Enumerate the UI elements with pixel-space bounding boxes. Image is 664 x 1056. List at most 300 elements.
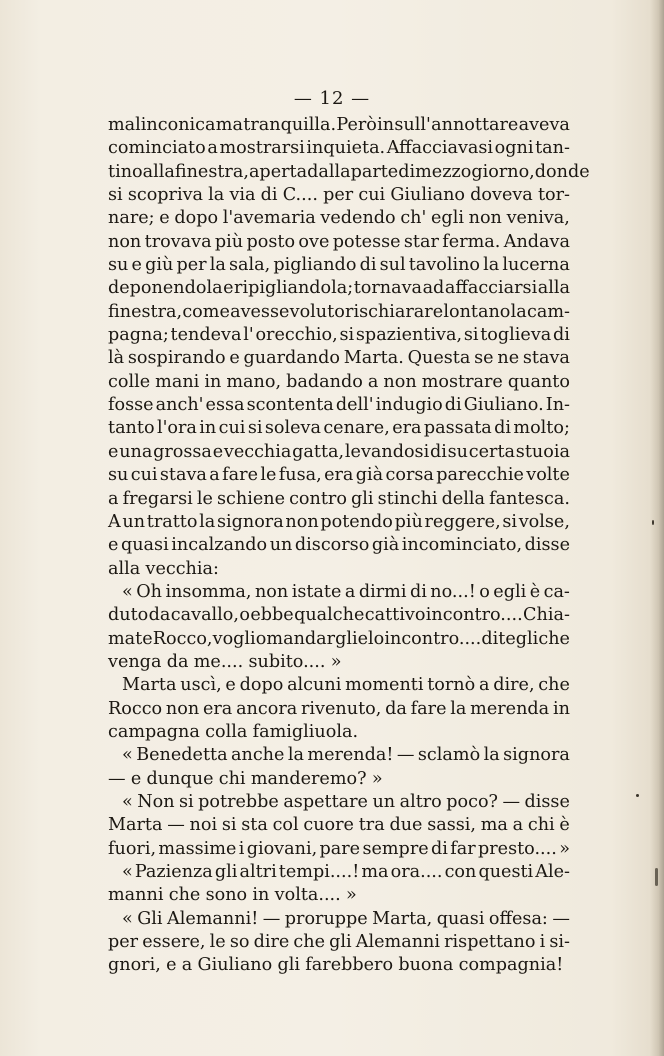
word: signora <box>216 511 284 532</box>
text-line <box>108 768 570 791</box>
word: si <box>221 815 237 836</box>
word: e <box>131 255 142 276</box>
word: sassi, <box>427 815 476 836</box>
word: e <box>212 441 224 462</box>
word: e <box>108 441 119 462</box>
word: posto <box>246 231 296 252</box>
word: » <box>371 768 383 789</box>
word: ma <box>361 862 389 882</box>
word: Marta <box>108 815 163 836</box>
word: stinchi <box>377 488 438 509</box>
word: ditegli <box>481 628 539 649</box>
word: tempi....! <box>278 862 360 882</box>
word: Andava <box>503 231 570 252</box>
word: toglieva <box>480 325 552 346</box>
word: mano, <box>226 371 282 392</box>
word: doveva <box>470 185 533 206</box>
word: ferma. <box>442 231 501 252</box>
page-edge-shadow <box>650 0 664 1056</box>
word: i <box>238 838 245 859</box>
text-line <box>108 558 570 581</box>
word: incontro.... <box>384 628 482 649</box>
word: dirmi <box>358 581 407 602</box>
word: è <box>559 815 570 836</box>
word: gli <box>214 862 238 882</box>
word: ca- <box>543 581 570 602</box>
word: che <box>168 885 201 906</box>
word: schiene <box>216 488 285 509</box>
word: tranquilla. <box>243 115 337 135</box>
word: momenti <box>345 675 424 696</box>
word: di <box>398 161 416 182</box>
word: Gli <box>137 908 163 929</box>
word: istate <box>291 581 342 602</box>
word: l' <box>243 325 254 346</box>
word: e <box>225 675 236 696</box>
word: con <box>444 862 477 882</box>
word: — <box>262 908 281 929</box>
word: — <box>167 815 185 836</box>
word: le <box>209 932 226 953</box>
text-line <box>108 254 570 277</box>
word: l'ora <box>156 418 197 439</box>
word: lontano <box>443 301 511 322</box>
word: manderemo? <box>250 768 367 789</box>
page-number: — 12 — <box>293 88 371 109</box>
word: certa <box>468 441 516 462</box>
word: mate <box>108 628 153 649</box>
word: pagna; <box>108 325 169 346</box>
word: che <box>538 675 570 696</box>
word: che <box>293 932 326 953</box>
word: dire, <box>493 675 535 696</box>
text-line <box>108 511 570 534</box>
word: altri <box>239 862 277 882</box>
word: finestra, <box>108 301 183 322</box>
word: tino <box>108 161 143 182</box>
word: la <box>287 745 304 766</box>
word: tan- <box>535 138 570 159</box>
text-line <box>108 908 570 931</box>
word: egli <box>431 208 464 229</box>
word: merenda <box>470 698 550 719</box>
word: un <box>372 791 396 812</box>
word: fosse <box>108 395 154 416</box>
text-line <box>108 137 570 160</box>
word: rivenuto, <box>301 698 382 719</box>
word: volta.... <box>274 885 341 906</box>
word: reggere, <box>424 511 501 532</box>
text-line <box>108 931 570 954</box>
word: dalla <box>307 161 351 182</box>
word: orecchio, <box>255 325 338 346</box>
word: A <box>108 511 121 532</box>
word: finestra, <box>174 161 249 182</box>
word: non <box>108 231 142 252</box>
word: » <box>330 651 342 672</box>
word: pare <box>319 838 361 859</box>
word: Rocco, <box>152 628 213 649</box>
word: mostrare <box>421 371 503 392</box>
word: sono <box>205 885 248 906</box>
word: di <box>260 185 278 206</box>
word: cattivo <box>364 605 426 626</box>
word: ebbe <box>250 605 294 626</box>
word: giovani, <box>246 838 318 859</box>
text-line <box>108 814 570 837</box>
word: Giuliano. <box>463 395 544 416</box>
text-line <box>108 417 570 440</box>
word: Non <box>137 791 175 812</box>
word: famigliuola. <box>252 721 359 742</box>
text-line <box>108 184 570 207</box>
word: ne <box>497 348 520 369</box>
text-line <box>108 628 570 651</box>
word: contro <box>289 488 347 509</box>
word: scontenta <box>246 395 334 416</box>
word: duto <box>108 605 149 626</box>
word: la <box>510 301 527 322</box>
word: o <box>479 581 490 602</box>
word: proruppe <box>284 908 368 929</box>
word: disse <box>524 791 570 812</box>
word: quanto <box>507 371 570 392</box>
word: gli <box>351 488 374 509</box>
word: era <box>202 698 233 719</box>
word: fregarsi <box>122 488 193 509</box>
word: chi <box>218 768 246 789</box>
text-line <box>108 861 570 884</box>
word: voluto <box>289 301 345 322</box>
word: star <box>403 231 439 252</box>
word: su <box>108 465 129 486</box>
word: la <box>483 255 500 276</box>
text-line <box>108 114 570 137</box>
word: e <box>166 955 177 976</box>
word: molto; <box>513 418 570 439</box>
word: compagnia! <box>458 955 564 976</box>
word: a <box>367 371 379 392</box>
word: là <box>108 348 125 369</box>
word: ove <box>298 231 330 252</box>
word: da <box>385 698 407 719</box>
word: e <box>229 348 240 369</box>
word: si <box>463 325 479 346</box>
word: e <box>223 278 234 299</box>
word: per <box>108 932 139 953</box>
word: affacciarsi <box>444 278 538 299</box>
word: tornava <box>353 278 423 299</box>
word: Giuliano <box>390 185 465 206</box>
word: di <box>494 418 512 439</box>
text-line <box>108 371 570 394</box>
word: campagna <box>108 721 200 742</box>
word: di <box>409 581 427 602</box>
text-line <box>108 954 570 977</box>
word: a <box>512 815 524 836</box>
word: vecchia <box>223 441 292 462</box>
word: a <box>209 465 220 486</box>
word: tra <box>358 815 385 836</box>
word: mandarglielo <box>266 628 385 649</box>
word: essa <box>205 395 245 416</box>
word: sclamò <box>417 745 481 766</box>
word: le <box>196 488 213 509</box>
word: Alemanni! <box>166 908 259 929</box>
word: la <box>483 745 500 766</box>
word: di <box>429 441 447 462</box>
word: « <box>122 862 133 882</box>
word: manni <box>108 885 164 906</box>
word: la <box>209 255 226 276</box>
word: tratto <box>146 511 198 532</box>
word: di <box>444 395 462 416</box>
word: su <box>108 255 129 276</box>
word: anche <box>231 745 285 766</box>
word: era <box>324 465 354 486</box>
word: me.... <box>193 651 244 672</box>
word: tor- <box>537 185 570 206</box>
word: colle <box>108 371 151 392</box>
word: è <box>529 581 541 602</box>
word: potesse <box>332 231 401 252</box>
word: di <box>553 325 570 346</box>
word: tavolino <box>408 255 481 276</box>
word: da <box>166 651 189 672</box>
word: — <box>502 791 521 812</box>
word: e <box>130 768 142 789</box>
word: noi <box>189 815 218 836</box>
body-text <box>108 114 590 978</box>
ink-speck <box>652 520 654 525</box>
word: nare; <box>108 208 155 229</box>
word: egli <box>493 581 527 602</box>
word: della <box>441 488 486 509</box>
word: tendeva <box>170 325 242 346</box>
word: lucerna <box>502 255 570 276</box>
text-line <box>108 301 570 324</box>
word: cui <box>130 465 158 486</box>
word: non <box>285 511 319 532</box>
word: essere, <box>142 932 206 953</box>
word: dunque <box>146 768 214 789</box>
text-line <box>108 231 570 254</box>
word: signora <box>503 745 570 766</box>
word: cominciato <box>108 138 206 159</box>
word: una <box>119 441 153 462</box>
word: a <box>207 138 218 159</box>
text-line <box>108 698 570 721</box>
word: questi <box>478 862 534 882</box>
word: a <box>108 488 119 509</box>
word: scopriva <box>127 185 204 206</box>
word: ad <box>422 278 445 299</box>
text-line <box>108 324 570 347</box>
word: massime <box>158 838 237 859</box>
word: C.... <box>282 185 318 206</box>
word: e <box>159 208 170 229</box>
word: Però <box>336 115 377 135</box>
word: in <box>377 115 395 135</box>
word: voglio <box>212 628 267 649</box>
word: la <box>199 511 216 532</box>
word: annottare <box>431 115 519 135</box>
word: — <box>396 745 415 766</box>
word: se <box>474 348 494 369</box>
text-line <box>108 651 570 674</box>
word: mani <box>155 371 200 392</box>
word: Alemanni <box>355 932 441 953</box>
word: tanto <box>108 418 155 439</box>
word: che <box>538 628 570 649</box>
word: corsa <box>385 465 434 486</box>
word: » <box>346 885 357 906</box>
word: o <box>239 605 250 626</box>
word: di <box>359 255 377 276</box>
word: deponendola <box>108 278 223 299</box>
word: più <box>214 231 244 252</box>
word: parte <box>350 161 399 182</box>
word: far <box>450 838 476 859</box>
word: in <box>199 418 217 439</box>
word: come <box>182 301 230 322</box>
text-line <box>108 838 570 861</box>
word: malinconica <box>108 115 216 135</box>
word: la <box>208 185 225 206</box>
word: aspettare <box>283 791 368 812</box>
word: avesse <box>230 301 290 322</box>
word: presto.... <box>478 838 557 859</box>
word: farebbero <box>305 955 394 976</box>
word: spazientiva, <box>355 325 463 346</box>
word: ma <box>215 115 243 135</box>
word: a <box>181 955 193 976</box>
word: Questa <box>407 348 471 369</box>
word: stava <box>159 465 207 486</box>
text-line <box>108 161 590 184</box>
word: parecchie <box>436 465 524 486</box>
text-line <box>108 744 570 767</box>
text-line <box>108 464 570 487</box>
text-line <box>108 441 570 464</box>
text-line <box>108 394 570 417</box>
word: merenda! <box>307 745 394 766</box>
text-line <box>108 277 570 300</box>
word: era <box>392 418 422 439</box>
word: Benedetta <box>136 745 228 766</box>
word: Chia- <box>523 605 570 626</box>
word: cavallo, <box>170 605 239 626</box>
word: su <box>447 441 469 462</box>
word: volte <box>526 465 570 486</box>
ink-speck <box>636 794 639 797</box>
word: quasi <box>436 908 485 929</box>
text-line <box>108 791 570 814</box>
word: Ale- <box>535 862 570 882</box>
word: trovava <box>144 231 212 252</box>
word: volse, <box>518 511 570 532</box>
word: in <box>252 885 270 906</box>
text-line <box>108 884 570 907</box>
word: un <box>122 511 146 532</box>
word: chi <box>527 815 555 836</box>
word: la <box>450 698 467 719</box>
word: si <box>502 511 518 532</box>
word: rispettano <box>444 932 536 953</box>
word: alla <box>142 161 175 182</box>
word: già <box>355 465 384 486</box>
word: vecchia: <box>145 558 219 579</box>
word: gli <box>277 955 301 976</box>
word: so <box>229 932 250 953</box>
word: ma <box>480 815 508 836</box>
word: inquieta. <box>306 138 386 159</box>
word: no...! <box>430 581 476 602</box>
word: altro <box>399 791 442 812</box>
word: offesa: <box>488 908 548 929</box>
word: potendo <box>320 511 393 532</box>
word: donde <box>534 161 590 182</box>
word: si <box>179 791 194 812</box>
word: venga <box>108 651 162 672</box>
word: gatta, <box>292 441 345 462</box>
word: ora.... <box>390 862 443 882</box>
word: ogni <box>494 138 534 159</box>
word: gli <box>329 932 352 953</box>
ink-speck <box>655 868 658 886</box>
word: e <box>108 535 119 556</box>
text-line <box>108 207 570 230</box>
word: non <box>383 371 417 392</box>
word: veniva, <box>506 208 570 229</box>
word: In- <box>545 395 570 416</box>
word: Oh <box>136 581 162 602</box>
word: alcuni <box>287 675 342 696</box>
word: fusa, <box>278 465 322 486</box>
word: l'avemaria <box>222 208 316 229</box>
word: sul <box>379 255 406 276</box>
word: fantesca. <box>489 488 570 509</box>
word: in <box>204 371 222 392</box>
word: per <box>323 185 354 206</box>
word: » <box>559 838 570 859</box>
word: aveva <box>518 115 570 135</box>
word: dell' <box>335 395 374 416</box>
word: Marta <box>122 675 177 696</box>
word: non <box>165 698 200 719</box>
word: pigliando <box>273 255 357 276</box>
word: si- <box>549 932 570 953</box>
word: dopo <box>239 675 284 696</box>
word: già <box>371 535 400 556</box>
word: mostrarsi <box>219 138 305 159</box>
word: a <box>344 581 356 602</box>
word: un <box>269 535 293 556</box>
word: « <box>122 745 133 766</box>
word: più <box>394 511 423 532</box>
word: sospirando <box>127 348 226 369</box>
word: incominciato, <box>401 535 523 556</box>
word: non <box>254 581 289 602</box>
word: col <box>272 815 299 836</box>
word: cenare, <box>323 418 390 439</box>
text-line <box>108 604 570 627</box>
word: potrebbe <box>198 791 279 812</box>
word: ancora <box>236 698 298 719</box>
word: non <box>468 208 502 229</box>
word: rischiarare <box>345 301 444 322</box>
word: — <box>108 768 126 789</box>
